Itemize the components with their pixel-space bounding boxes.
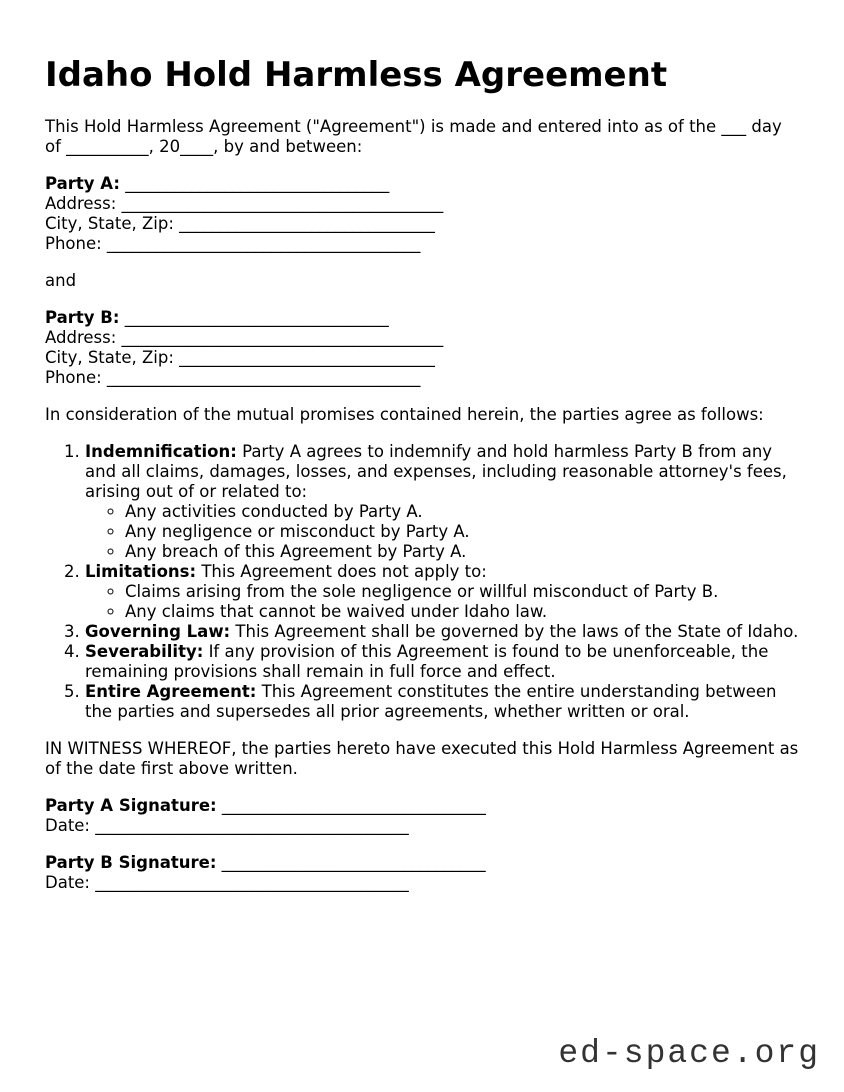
clause-indemnification-text: Party A agrees to indemnify and hold harmless Party B from any and all claims, damages, losses, and expenses, including reasonable attorney's fees, arising out of or related to: bbox=[85, 442, 787, 502]
clauses-list bbox=[45, 442, 799, 722]
party-b-name-row bbox=[45, 308, 799, 328]
party-b-address-label: Address: bbox=[45, 328, 117, 348]
party-a-date-line: ______________________________________ bbox=[95, 816, 409, 836]
clause-severability bbox=[85, 642, 799, 682]
party-b-address-line: _______________________________________ bbox=[121, 328, 444, 348]
clause-indemnification-title: Indemnification: bbox=[85, 442, 237, 462]
clause-governing-law-title: Governing Law: bbox=[85, 622, 231, 642]
party-b-date-label: Date: bbox=[45, 873, 90, 893]
party-b-phone-row bbox=[45, 368, 799, 388]
party-a-name-label: Party A: bbox=[45, 174, 120, 194]
party-a-phone-row bbox=[45, 234, 799, 254]
party-b-date-row bbox=[45, 873, 799, 893]
clause-governing-law bbox=[85, 622, 799, 642]
clause-limitations-text: This Agreement does not apply to: bbox=[201, 562, 487, 582]
indemnification-sublist bbox=[85, 502, 799, 562]
party-a-address-row bbox=[45, 194, 799, 214]
party-a-date-row bbox=[45, 816, 799, 836]
party-a-block bbox=[45, 174, 799, 254]
party-a-city-line: _______________________________ bbox=[179, 214, 435, 234]
party-a-phone-line: ______________________________________ bbox=[106, 234, 421, 254]
clause-limitations bbox=[85, 562, 799, 622]
clause-entire-agreement-title: Entire Agreement: bbox=[85, 682, 257, 702]
party-b-city-row bbox=[45, 348, 799, 368]
clause-limitations-title: Limitations: bbox=[85, 562, 197, 582]
party-a-signature-row bbox=[45, 796, 799, 816]
party-b-date-line: ______________________________________ bbox=[95, 873, 409, 893]
party-b-name-label: Party B: bbox=[45, 308, 120, 328]
party-a-city-label: City, State, Zip: bbox=[45, 214, 174, 234]
clause-indemnification bbox=[85, 442, 799, 562]
party-a-city-row bbox=[45, 214, 799, 234]
party-b-signature-block bbox=[45, 853, 799, 893]
party-b-signature-label: Party B Signature: bbox=[45, 853, 217, 873]
connector-text: and bbox=[45, 271, 77, 291]
party-a-signature-line: ________________________________ bbox=[221, 796, 486, 816]
clause-entire-agreement bbox=[85, 682, 799, 722]
clause-governing-law-text: This Agreement shall be governed by the laws of the State of Idaho. bbox=[235, 622, 799, 642]
party-a-signature-label: Party A Signature: bbox=[45, 796, 217, 816]
party-b-phone-line: ______________________________________ bbox=[106, 368, 421, 388]
clause-entire-agreement-text: This Agreement constitutes the entire understanding between the parties and supersedes all prior agreements, whether written or oral. bbox=[85, 682, 777, 722]
sub-item: ◦ Any negligence or misconduct by Party A. bbox=[125, 522, 799, 542]
clause-severability-title: Severability: bbox=[85, 642, 204, 662]
party-b-address-row bbox=[45, 328, 799, 348]
party-a-name-row bbox=[45, 174, 799, 194]
party-b-city-line: _______________________________ bbox=[179, 348, 435, 368]
party-a-address-label: Address: bbox=[45, 194, 117, 214]
sub-item: ◦ Any claims that cannot be waived under Idaho law. bbox=[125, 602, 799, 622]
limitations-sublist bbox=[85, 582, 799, 622]
party-b-phone-label: Phone: bbox=[45, 368, 102, 388]
clause-severability-text: If any provision of this Agreement is found to be unenforceable, the remaining provisions shall remain in full force and effect. bbox=[85, 642, 769, 682]
party-a-signature-block bbox=[45, 796, 799, 836]
party-a-address-line: _______________________________________ bbox=[121, 194, 444, 214]
sub-item: ◦ Any activities conducted by Party A. bbox=[125, 502, 799, 522]
document-title: Idaho Hold Harmless Agreement bbox=[45, 55, 668, 95]
party-a-phone-label: Phone: bbox=[45, 234, 102, 254]
intro-paragraph: This Hold Harmless Agreement ("Agreement") is made and entered into as of the ___ day of __________, 20____, by and between: bbox=[45, 117, 782, 157]
party-b-city-label: City, State, Zip: bbox=[45, 348, 174, 368]
party-b-name-line: ________________________________ bbox=[124, 308, 389, 328]
consideration-paragraph: In consideration of the mutual promises contained herein, the parties agree as follows: bbox=[45, 405, 764, 425]
party-b-signature-row bbox=[45, 853, 799, 873]
footer-watermark: ed-space.org bbox=[558, 1034, 820, 1072]
party-b-signature-line: ________________________________ bbox=[221, 853, 486, 873]
witness-paragraph: IN WITNESS WHEREOF, the parties hereto have executed this Hold Harmless Agreement as of the date first above written. bbox=[45, 739, 799, 779]
sub-item: ◦ Any breach of this Agreement by Party A. bbox=[125, 542, 799, 562]
sub-item: ◦ Claims arising from the sole negligence or willful misconduct of Party B. bbox=[125, 582, 799, 602]
party-a-name-line: ________________________________ bbox=[125, 174, 390, 194]
party-a-date-label: Date: bbox=[45, 816, 90, 836]
party-b-block bbox=[45, 308, 799, 388]
